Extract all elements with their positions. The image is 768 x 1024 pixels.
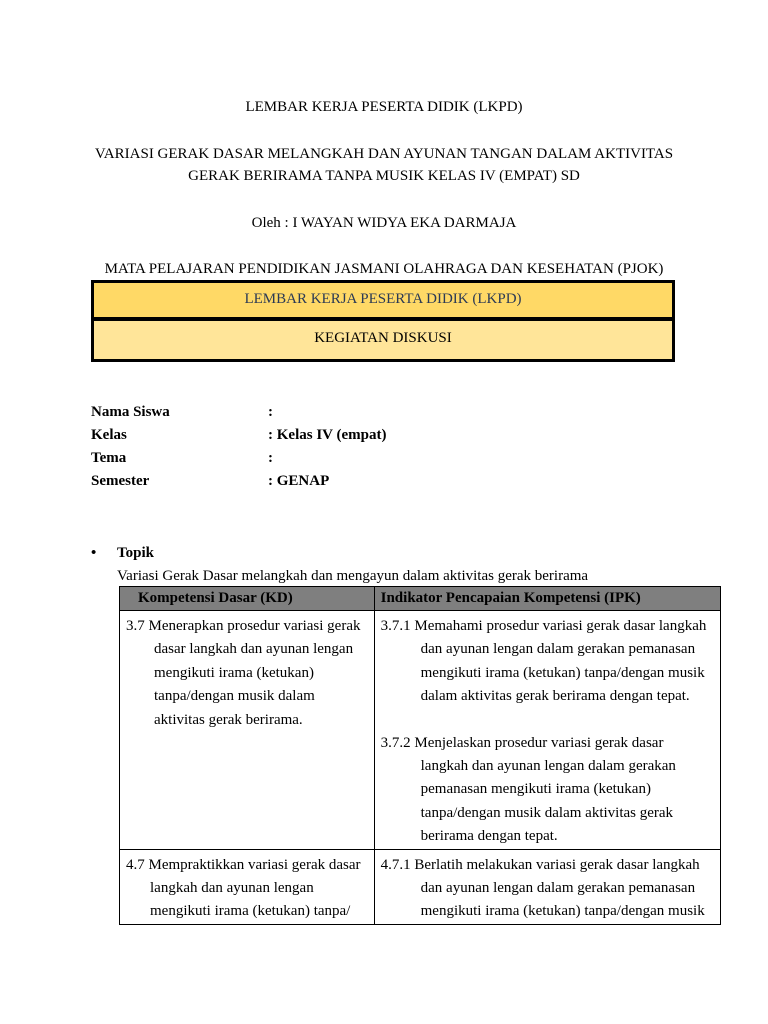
author-line: Oleh : I WAYAN WIDYA EKA DARMAJA: [251, 215, 517, 231]
kd-cell: [120, 849, 375, 924]
bullet-icon: •: [91, 545, 97, 561]
info-label: Tema: [91, 450, 127, 466]
info-row-name: [91, 401, 386, 424]
discussion-box: [91, 320, 675, 362]
discussion-box-label: KEGIATAN DISKUSI: [314, 330, 452, 346]
topic-heading: [91, 542, 154, 564]
document-title: LEMBAR KERJA PESERTA DIDIK (LKPD): [245, 99, 523, 115]
table-row: [120, 849, 721, 924]
ipk-item: 3.7.1 Memahami prosedur variasi gerak dasar langkah dan ayunan lengan dalam gerakan pemanasan mengikuti irama (ketukan) tanpa/dengan musik dalam aktivitas gerak berirama dengan tepat.: [380, 618, 707, 705]
info-row-class: [91, 424, 386, 447]
info-value: :: [268, 404, 273, 420]
topic-heading-label: Topik: [117, 545, 154, 561]
table-header-ipk: Indikator Pencapaian Kompetensi (IPK): [374, 587, 720, 611]
lkpd-title-box: [91, 280, 675, 320]
kd-item: 4.7 Mempraktikkan variasi gerak dasar langkah dan ayunan lengan mengikuti irama (ketukan) tanpa/: [126, 856, 361, 920]
lkpd-title-box-label: LEMBAR KERJA PESERTA DIDIK (LKPD): [244, 291, 522, 307]
document-subtitle-line-2: GERAK BERIRAMA TANPA MUSIK KELAS IV (EMPAT) SD: [188, 168, 580, 184]
ipk-item: 4.7.1 Berlatih melakukan variasi gerak dasar langkah dan ayunan lengan dalam gerakan pemanasan mengikuti irama (ketukan) tanpa/dengan musik: [380, 856, 705, 920]
topic-description: Variasi Gerak Dasar melangkah dan mengayun dalam aktivitas gerak berirama: [117, 568, 589, 584]
info-value: :: [268, 450, 273, 466]
document-subtitle-line-1: VARIASI GERAK DASAR MELANGKAH DAN AYUNAN TANGAN DALAM AKTIVITAS: [94, 146, 674, 162]
info-label: Semester: [91, 473, 150, 489]
info-row-semester: [91, 470, 386, 493]
kd-item: 3.7 Menerapkan prosedur variasi gerak dasar langkah dan ayunan lengan mengikuti irama (ketukan) tanpa/dengan musik dalam aktivitas gerak berirama.: [126, 618, 361, 728]
info-value: : GENAP: [268, 473, 330, 489]
subject-line: MATA PELAJARAN PENDIDIKAN JASMANI OLAHRAGA DAN KESEHATAN (PJOK): [104, 261, 664, 277]
competency-table: [119, 586, 721, 925]
table-header-row: [120, 587, 721, 611]
kd-cell: [120, 611, 375, 850]
info-label: Kelas: [91, 427, 127, 443]
info-value: : Kelas IV (empat): [268, 427, 387, 443]
ipk-item: 3.7.2 Menjelaskan prosedur variasi gerak dasar langkah dan ayunan lengan dalam gerakan pemanasan mengikuti irama (ketukan) tanpa/dengan musik dalam aktivitas gerak berirama dengan tepat.: [380, 734, 676, 845]
student-info: [91, 401, 386, 493]
info-row-theme: [91, 447, 386, 470]
ipk-cell: [374, 849, 720, 924]
table-header-kd: Kompetensi Dasar (KD): [120, 587, 375, 611]
table-row: [120, 611, 721, 850]
info-label: Nama Siswa: [91, 404, 170, 420]
ipk-cell: [374, 611, 720, 850]
